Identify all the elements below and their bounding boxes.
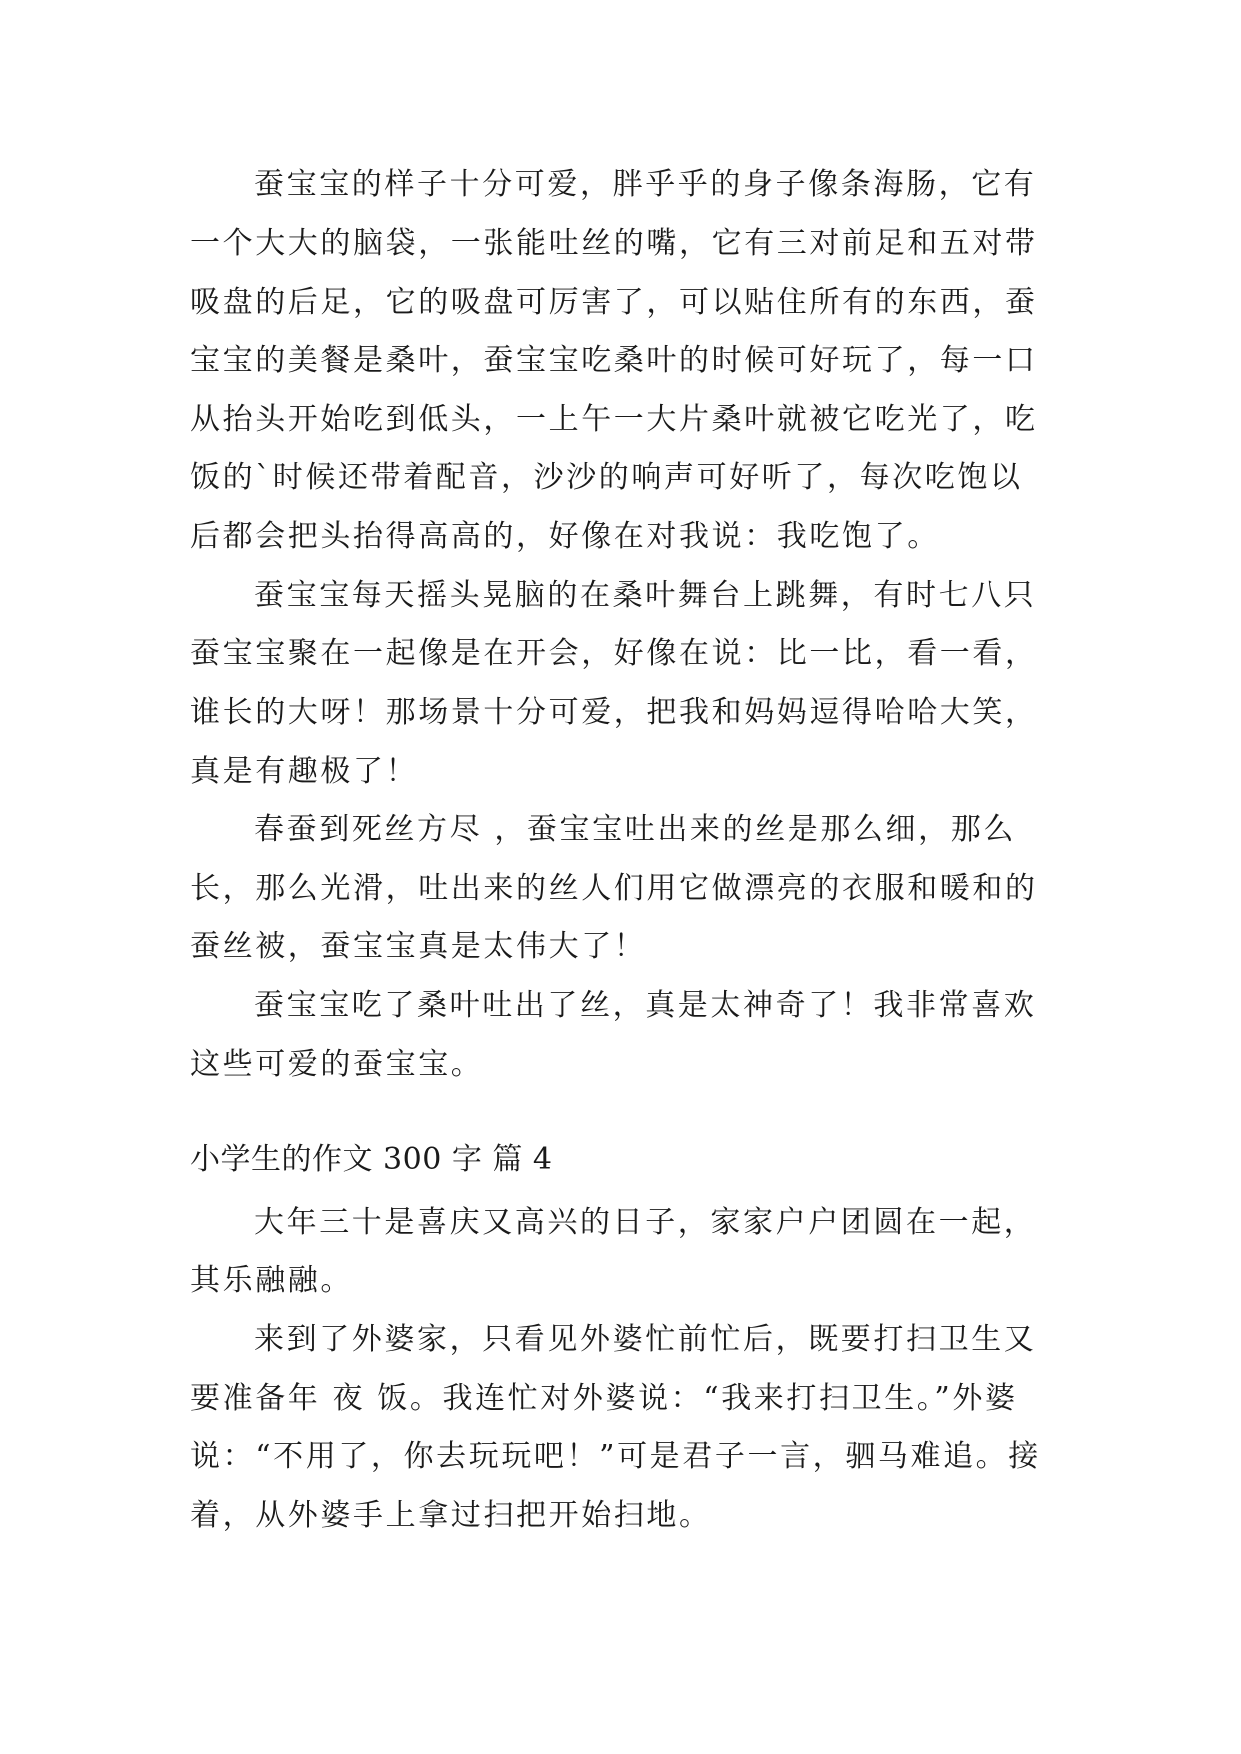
paragraph-line: 来到了外婆家，只看见外婆忙前忙后，既要打扫卫生又 <box>254 1322 1037 1357</box>
paragraph-line: 宝宝的美餐是桑叶，蚕宝宝吃桑叶的时候可好玩了，每一口 <box>190 343 1038 378</box>
paragraph-line: 从抬头开始吃到低头，一上午一大片桑叶就被它吃光了，吃 <box>190 402 1038 437</box>
paragraph-line: 吸盘的后足，它的吸盘可厉害了，可以贴住所有的东西，蚕 <box>190 285 1038 320</box>
paragraph-line: 其乐融融。 <box>190 1263 353 1298</box>
paragraph-line: 真是有趣极了！ <box>190 754 419 789</box>
paragraph-line: 蚕宝宝的样子十分可爱，胖乎乎的身子像条海肠，它有 <box>254 167 1037 202</box>
paragraph-line: 要准备年 夜 饭。我连忙对外婆说：“我来打扫卫生。”外婆 <box>190 1381 1018 1416</box>
paragraph-line: 长，那么光滑，吐出来的丝人们用它做漂亮的衣服和暖和的 <box>190 871 1038 906</box>
paragraph-line: 这些可爱的蚕宝宝。 <box>190 1047 484 1082</box>
paragraph-line: 蚕宝宝聚在一起像是在开会，好像在说：比一比，看一看， <box>190 636 1038 671</box>
paragraph-line: 蚕丝被，蚕宝宝真是太伟大了！ <box>190 929 647 964</box>
paragraph-line: 蚕宝宝吃了桑叶吐出了丝，真是太神奇了！我非常喜欢 <box>254 988 1037 1023</box>
paragraph-line: 蚕宝宝每天摇头晃脑的在桑叶舞台上跳舞，有时七八只 <box>254 578 1037 613</box>
section-heading: 小学生的作文 300 字 篇 4 <box>190 1142 553 1177</box>
paragraph-line: 后都会把头抬得高高的，好像在对我说：我吃饱了。 <box>190 519 940 554</box>
paragraph-line: 一个大大的脑袋，一张能吐丝的嘴，它有三对前足和五对带 <box>190 226 1038 261</box>
paragraph-line: 说：“不用了，你去玩玩吧！”可是君子一言，驷马难追。接 <box>190 1439 1041 1474</box>
paragraph-line: 谁长的大呀！那场景十分可爱，把我和妈妈逗得哈哈大笑， <box>190 695 1038 730</box>
paragraph-line: 饭的`时候还带着配音，沙沙的响声可好听了，每次吃饱以 <box>190 460 1023 495</box>
paragraph-line: 大年三十是喜庆又高兴的日子，家家户户团圆在一起， <box>254 1205 1037 1240</box>
paragraph-line: 春蚕到死丝方尽 ，蚕宝宝吐出来的丝是那么细，那么 <box>254 812 1016 847</box>
paragraph-line: 着，从外婆手上拿过扫把开始扫地。 <box>190 1498 712 1533</box>
